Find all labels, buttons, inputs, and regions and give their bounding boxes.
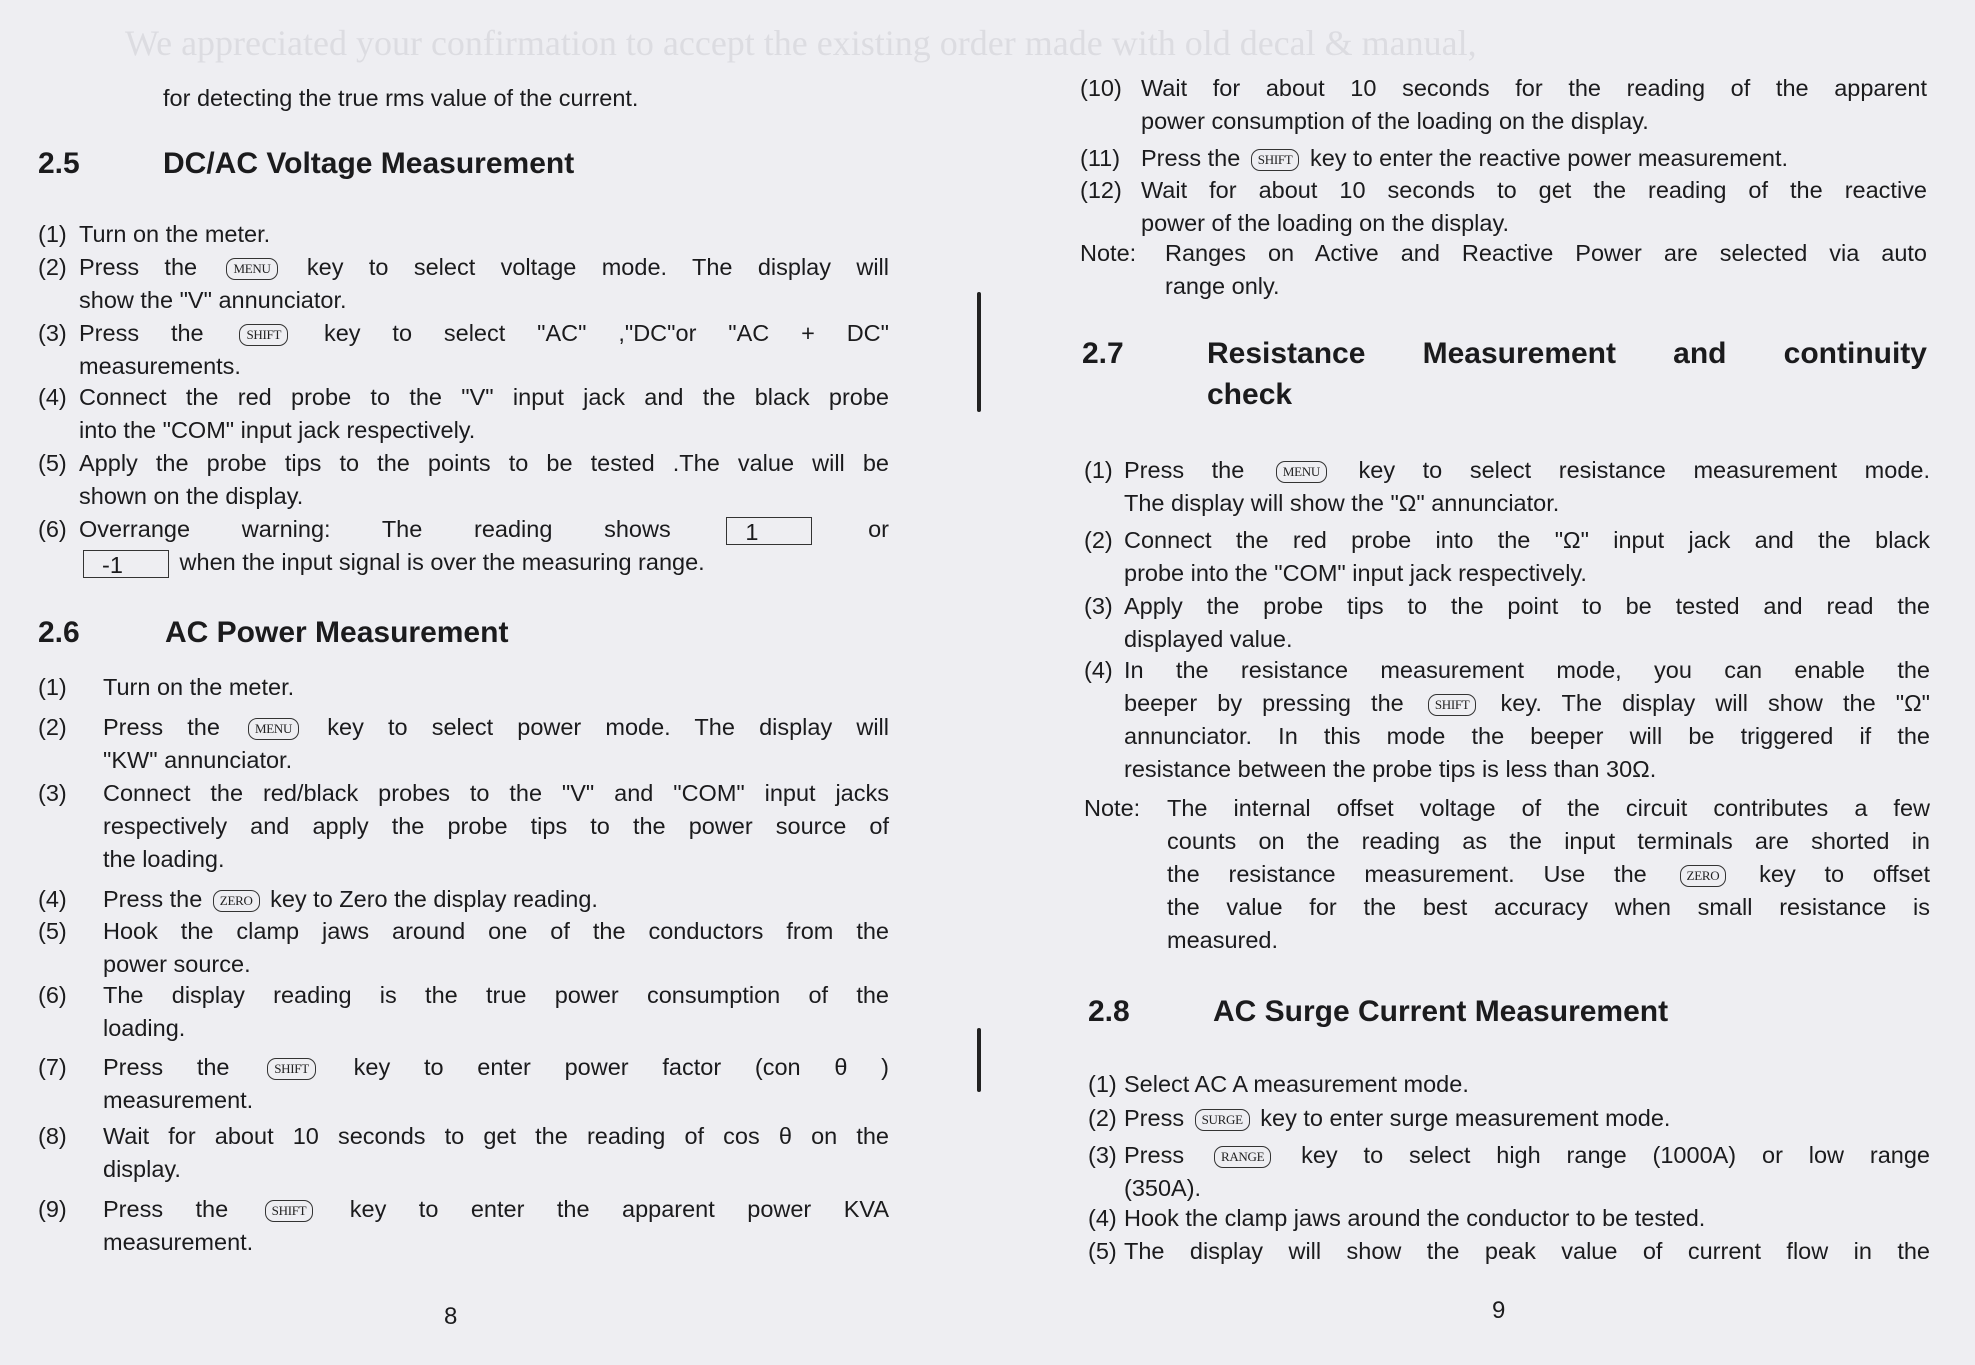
text-line [79, 546, 889, 579]
zero-key-icon: ZERO [1680, 865, 1727, 887]
text-line [1124, 454, 1930, 487]
text-run: Press the [103, 714, 245, 740]
text-run: key to select voltage mode. The display will [281, 254, 889, 280]
shift-key-icon: SHIFT [1251, 149, 1300, 171]
section-2-8-number: 2.8 [1088, 995, 1130, 1028]
text-run: key to enter the apparent power KVA [317, 1196, 889, 1222]
text-run: power source. [103, 951, 251, 977]
item-number: (1) [38, 674, 67, 700]
margin-bar [977, 1028, 981, 1092]
text-run: annunciator. In this mode the beeper will be triggered if the [1124, 723, 1930, 749]
text-line [1141, 105, 1927, 138]
text-line [1124, 1202, 1930, 1235]
text-line [103, 883, 889, 916]
text-run: Press the [79, 254, 223, 280]
text-run: key to offset [1730, 861, 1930, 887]
text-run: into the "COM" input jack respectively. [79, 417, 476, 443]
text-run: Wait for about 10 seconds to get the reading of cos θ on the [103, 1123, 889, 1149]
text-line [79, 251, 889, 284]
text-run: or [816, 516, 889, 542]
text-line [103, 1051, 889, 1084]
text-run: power of the loading on the display. [1141, 210, 1509, 236]
text-line [1124, 753, 1930, 786]
section-2-5-number: 2.5 [38, 147, 80, 180]
shift-key-icon: SHIFT [267, 1058, 316, 1080]
text-run: Press the [103, 886, 209, 912]
text-line [79, 218, 889, 251]
text-line [1167, 924, 1930, 957]
show-through-text: We appreciated your confirmation to accept the existing order made with old decal & manual, [125, 23, 1477, 63]
text-run: probe into the "COM" input jack respectively. [1124, 560, 1587, 586]
text-line [103, 1226, 889, 1259]
text-run: key to select high range (1000A) or low range [1275, 1142, 1931, 1168]
text-line [79, 513, 889, 546]
text-line [103, 1153, 889, 1186]
item-number: (1) [1088, 1071, 1117, 1097]
text-run: measured. [1167, 927, 1279, 953]
text-line [103, 1193, 889, 1226]
text-run: key to enter the reactive power measurement. [1303, 145, 1789, 171]
text-line [1124, 487, 1930, 520]
item-number: (1) [38, 221, 67, 247]
text-run: Hook the clamp jaws around one of the conductors from the [103, 918, 889, 944]
text-line [1167, 792, 1930, 825]
text-run: power consumption of the loading on the display. [1141, 108, 1649, 134]
item-number: Note: [1084, 795, 1141, 821]
text-run: Turn on the meter. [79, 221, 271, 247]
text-run: The display will show the peak value of current flow in the [1124, 1238, 1930, 1264]
text-line [1124, 687, 1930, 720]
text-run: Connect the red/black probes to the "V" and "COM" input jacks [103, 780, 889, 806]
page-number-right: 9 [1492, 1297, 1506, 1324]
text-line [103, 843, 889, 876]
text-run: Apply the probe tips to the point to be tested and read the [1124, 593, 1930, 619]
section-2-6-number: 2.6 [38, 616, 80, 649]
text-run: Turn on the meter. [103, 674, 295, 700]
text-line [1124, 1172, 1930, 1205]
text-run: The internal offset voltage of the circuit contributes a few [1167, 795, 1930, 821]
item-number: (4) [1084, 657, 1113, 683]
surge-key-icon: SURGE [1195, 1109, 1250, 1131]
shift-key-icon: SHIFT [239, 324, 288, 346]
text-line [103, 1120, 889, 1153]
item-number: (5) [1088, 1238, 1117, 1264]
item-number: (8) [38, 1123, 67, 1149]
section-2-8-title: AC Surge Current Measurement [1213, 995, 1669, 1028]
text-run: Apply the probe tips to the points to be tested .The value will be [79, 450, 889, 476]
text-run: Select AC A measurement mode. [1124, 1071, 1469, 1097]
text-line [103, 979, 889, 1012]
margin-bar [977, 292, 981, 412]
text-line [1124, 654, 1930, 687]
text-run: resistance between the probe tips is less than 30Ω. [1124, 756, 1657, 782]
text-line [1165, 237, 1927, 270]
text-run: loading. [103, 1015, 186, 1041]
text-line [1141, 142, 1927, 175]
item-number: (2) [38, 714, 67, 740]
text-line [79, 284, 889, 317]
text-run: Wait for about 10 seconds for the reading of the apparent [1141, 75, 1927, 101]
item-number: (6) [38, 982, 67, 1008]
text-line [103, 711, 889, 744]
text-line [1124, 557, 1930, 590]
text-line [1124, 1068, 1930, 1101]
text-run: shown on the display. [79, 483, 304, 509]
item-number: (7) [38, 1054, 67, 1080]
text-line [103, 777, 889, 810]
text-run: key to select power mode. The display will [303, 714, 889, 740]
text-run: beeper by pressing the [1124, 690, 1424, 716]
text-line [1141, 72, 1927, 105]
text-run: the value for the best accuracy when small resistance is [1167, 894, 1930, 920]
item-number: (3) [38, 320, 67, 346]
text-line [1141, 174, 1927, 207]
text-run: key to select resistance measurement mode. [1330, 457, 1930, 483]
text-run: The display reading is the true power consumption of the [103, 982, 889, 1008]
text-line [1124, 1102, 1930, 1135]
item-number: (12) [1080, 177, 1122, 203]
item-number: (1) [1084, 457, 1113, 483]
item-number: (4) [38, 886, 67, 912]
text-run: show the "V" annunciator. [79, 287, 347, 313]
section-2-7-title: Resistance Measurement and continuity [1207, 337, 1927, 370]
text-line [1124, 1139, 1930, 1172]
overrange-display-box: -1 [83, 550, 169, 578]
text-line [103, 1084, 889, 1117]
text-line [1124, 623, 1930, 656]
text-line [103, 671, 889, 704]
text-line [79, 480, 889, 513]
text-line [103, 948, 889, 981]
text-line [1165, 270, 1927, 303]
text-line [79, 447, 889, 480]
text-run: Press [1124, 1105, 1191, 1131]
section-2-5-title: DC/AC Voltage Measurement [163, 147, 575, 180]
text-run: Connect the red probe to the "V" input jack and the black probe [79, 384, 889, 410]
text-line [1124, 1235, 1930, 1268]
text-run: Press the [103, 1054, 264, 1080]
text-line [79, 381, 889, 414]
item-number: (6) [38, 516, 67, 542]
menu-key-icon: MENU [226, 258, 277, 280]
shift-key-icon: SHIFT [1428, 694, 1477, 716]
text-run: Connect the red probe into the "Ω" input jack and the black [1124, 527, 1930, 553]
text-run: range only. [1165, 273, 1280, 299]
text-run: display. [103, 1156, 181, 1182]
text-run: the loading. [103, 846, 225, 872]
item-number: (5) [38, 918, 67, 944]
text-run: Press the [1141, 145, 1247, 171]
text-run: measurement. [103, 1087, 254, 1113]
text-run: Hook the clamp jaws around the conductor to be tested. [1124, 1205, 1706, 1231]
section-2-7-number: 2.7 [1082, 337, 1124, 370]
text-run: the resistance measurement. Use the [1167, 861, 1676, 887]
text-run: respectively and apply the probe tips to the power source of [103, 813, 889, 839]
text-run: when the input signal is over the measuring range. [173, 549, 705, 575]
item-number: (11) [1080, 145, 1121, 171]
item-number: (3) [38, 780, 67, 806]
zero-key-icon: ZERO [213, 890, 260, 912]
text-line [1124, 524, 1930, 557]
item-number: (4) [1088, 1205, 1117, 1231]
shift-key-icon: SHIFT [265, 1200, 314, 1222]
text-line [103, 915, 889, 948]
page-number-left: 8 [444, 1303, 458, 1330]
text-run: The display will show the "Ω" annunciator. [1124, 490, 1560, 516]
text-run: key to enter power factor (con θ ) [319, 1054, 890, 1080]
text-line [1124, 590, 1930, 623]
text-line [1167, 891, 1930, 924]
item-number: Note: [1080, 240, 1137, 266]
text-line [1167, 825, 1930, 858]
text-line [103, 1012, 889, 1045]
section-2-7-title-cont: check [1207, 378, 1293, 411]
text-run: (350A). [1124, 1175, 1202, 1201]
text-run: measurements. [79, 353, 241, 379]
intro-line: for detecting the true rms value of the current. [163, 85, 639, 111]
overrange-display-box: 1 [726, 517, 812, 545]
text-line [1141, 207, 1927, 240]
text-run: In the resistance measurement mode, you can enable the [1124, 657, 1930, 683]
item-number: (4) [38, 384, 67, 410]
text-line [79, 414, 889, 447]
text-run: key to enter surge measurement mode. [1253, 1105, 1671, 1131]
text-run: key to select "AC" ,"DC"or "AC + DC" [292, 320, 889, 346]
text-run: Press [1124, 1142, 1210, 1168]
item-number: (2) [38, 254, 67, 280]
text-line [1124, 720, 1930, 753]
text-run: measurement. [103, 1229, 254, 1255]
text-run: Press the [103, 1196, 261, 1222]
text-line [103, 744, 889, 777]
item-number: (2) [1084, 527, 1113, 553]
text-run: Ranges on Active and Reactive Power are selected via auto [1165, 240, 1927, 266]
text-line [103, 810, 889, 843]
menu-key-icon: MENU [248, 718, 299, 740]
text-run: key. The display will show the "Ω" [1480, 690, 1930, 716]
item-number: (3) [1088, 1142, 1117, 1168]
text-run: counts on the reading as the input terminals are shorted in [1167, 828, 1930, 854]
text-run: displayed value. [1124, 626, 1293, 652]
text-line [79, 317, 889, 350]
section-2-6-title: AC Power Measurement [165, 616, 509, 649]
text-run: Press the [79, 320, 236, 346]
text-run: key to Zero the display reading. [263, 886, 598, 912]
text-line [79, 350, 889, 383]
item-number: (3) [1084, 593, 1113, 619]
range-key-icon: RANGE [1214, 1146, 1271, 1168]
item-number: (9) [38, 1196, 67, 1222]
item-number: (5) [38, 450, 67, 476]
text-run: Overrange warning: The reading shows [79, 516, 723, 542]
menu-key-icon: MENU [1276, 461, 1327, 483]
text-run: Wait for about 10 seconds to get the reading of the reactive [1141, 177, 1927, 203]
text-line [1167, 858, 1930, 891]
text-run: "KW" annunciator. [103, 747, 293, 773]
item-number: (2) [1088, 1105, 1117, 1131]
item-number: (10) [1080, 75, 1122, 101]
text-run: Press the [1124, 457, 1272, 483]
